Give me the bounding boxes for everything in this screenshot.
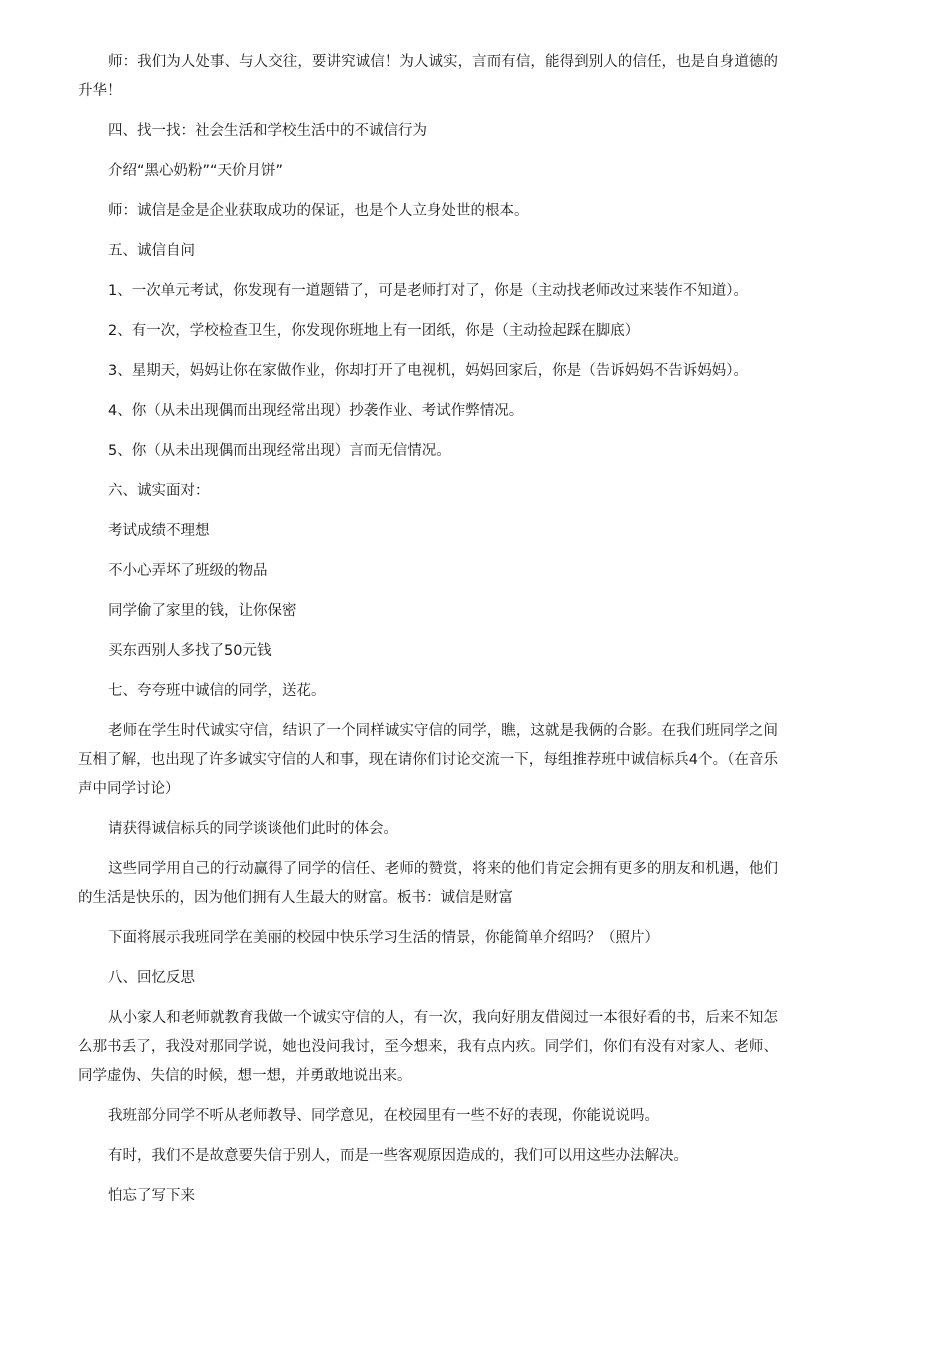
paragraph-reflection: 从小家人和老师就教育我做一个诚实守信的人，有一次，我向好朋友借阅过一本很好看的书，后来不知怎么那书丢了，我没对那同学说，她也没问我讨，至今想来，我有点内疚。同学们，你们有没有对家人、老师、同学虚伪、失信的时候，想一想，并勇敢地说出来。 bbox=[78, 1010, 778, 1084]
paragraph-wealth: 这些同学用自己的行动赢得了同学的信任、老师的赞赏，将来的他们肯定会拥有更多的朋友和机遇，他们的生活是快乐的，因为他们拥有人生最大的财富。板书：诚信是财富 bbox=[78, 861, 778, 906]
heading-section-5: 五、诚信自问 bbox=[108, 243, 195, 259]
heading-section-8: 八、回忆反思 bbox=[108, 970, 195, 986]
paragraph-bad-behavior: 我班部分同学不听从老师教导、同学意见，在校园里有一些不好的表现，你能说说吗。 bbox=[108, 1108, 659, 1124]
paragraph-teacher-story: 老师在学生时代诚实守信，结识了一个同样诚实守信的同学，瞧，这就是我俩的合影。在我们班同学之间互相了解，也出现了许多诚实守信的人和事，现在请你们讨论交流一下，每组推荐班中诚信标兵4个。（在音乐声中同学讨论） bbox=[78, 723, 778, 797]
paragraph-model-students: 请获得诚信标兵的同学谈谈他们此时的体会。 bbox=[108, 821, 398, 837]
question-5: 5、你（从未出现偶而出现经常出现）言而无信情况。 bbox=[108, 443, 451, 459]
scenario-4: 买东西别人多找了50元钱 bbox=[108, 643, 272, 659]
scenario-3: 同学偷了家里的钱，让你保密 bbox=[108, 603, 297, 619]
paragraph-teacher-honesty: 师：我们为人处事、与人交往，要讲究诚信！为人诚实，言而有信，能得到别人的信任，也是自身道德的升华！ bbox=[78, 54, 778, 99]
document-page bbox=[78, 48, 778, 1222]
paragraph-solutions: 有时，我们不是故意要失信于别人，而是一些客观原因造成的，我们可以用这些办法解决。 bbox=[108, 1148, 688, 1164]
paragraph-examples: 介绍“黑心奶粉”“天价月饼” bbox=[108, 163, 284, 179]
question-2: 2、有一次，学校检查卫生，你发现你班地上有一团纸，你是（主动捡起踩在脚底） bbox=[108, 323, 640, 339]
scenario-2: 不小心弄坏了班级的物品 bbox=[108, 563, 268, 579]
paragraph-teacher-integrity: 师：诚信是金是企业获取成功的保证，也是个人立身处世的根本。 bbox=[108, 203, 529, 219]
heading-section-6: 六、诚实面对： bbox=[108, 483, 210, 499]
question-4: 4、你（从未出现偶而出现经常出现）抄袭作业、考试作弊情况。 bbox=[108, 403, 524, 419]
question-1: 1、一次单元考试，你发现有一道题错了，可是老师打对了，你是（主动找老师改过来装作不知道）。 bbox=[108, 283, 748, 299]
heading-section-4: 四、找一找：社会生活和学校生活中的不诚信行为 bbox=[108, 123, 427, 139]
paragraph-campus-photos: 下面将展示我班同学在美丽的校园中快乐学习生活的情景，你能简单介绍吗？（照片） bbox=[108, 930, 659, 946]
question-3: 3、星期天，妈妈让你在家做作业，你却打开了电视机，妈妈回家后，你是（告诉妈妈不告诉妈妈）。 bbox=[108, 363, 748, 379]
scenario-1: 考试成绩不理想 bbox=[108, 523, 210, 539]
paragraph-write-down: 怕忘了写下来 bbox=[108, 1188, 195, 1204]
heading-section-7: 七、夸夸班中诚信的同学，送花。 bbox=[108, 683, 326, 699]
